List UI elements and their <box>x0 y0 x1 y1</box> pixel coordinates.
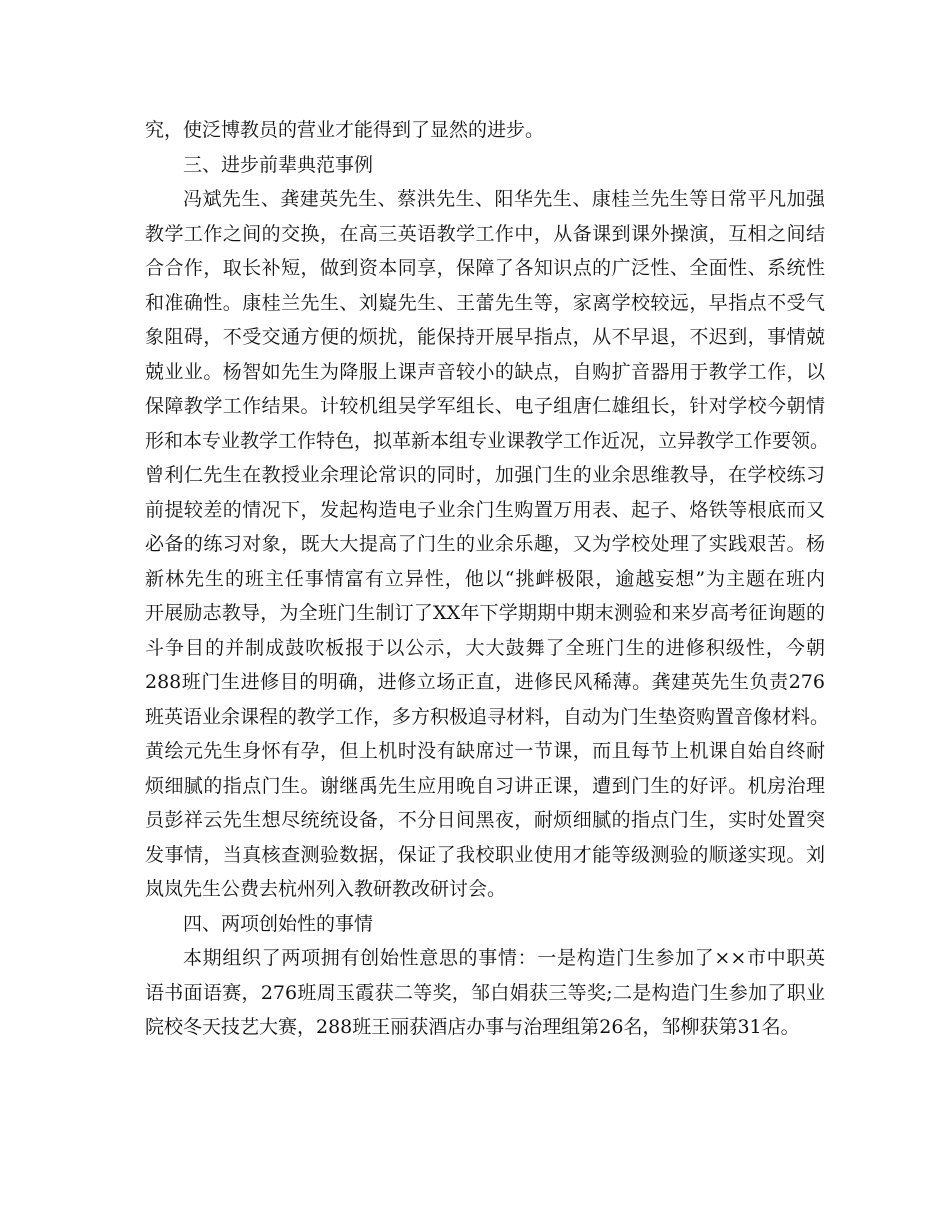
text-line: 教学工作之间的交换，在高三英语教学工作中，从备课到课外操演，互相之间结 <box>145 222 825 245</box>
text-line: 象阻碍，不受交通方便的烦扰，能保持开展早指点，从不早退，不迟到，事情兢 <box>145 326 825 348</box>
section-heading-4 <box>145 907 825 942</box>
heading-text: 三、进步前辈典范事例 <box>183 153 374 176</box>
text-line: 发事情，当真核查测验数据，保证了我校职业使用才能等级测验的顺遂实现。刘 <box>145 843 825 866</box>
text-line: 员彭祥云先生想尽统统设备，不分日间黑夜，耐烦细腻的指点门生，实时处置突 <box>145 809 825 831</box>
text-line: 和准确性。康桂兰先生、刘嶷先生、王蕾先生等，家离学校较远，早指点不受气 <box>145 291 825 314</box>
text-line: 冯斌先生、龚建英先生、蔡洪先生、阳华先生、康桂兰先生等日常平凡加强 <box>183 188 825 210</box>
paragraph-examples <box>145 182 830 907</box>
text-line: 班英语业余课程的教学工作，多方积极追寻材料，自动为门生垫资购置音像材料。 <box>145 705 830 728</box>
text-line: 形和本专业教学工作特色，拟革新本组专业课教学工作近况，立异教学工作要领。 <box>145 429 830 452</box>
text-line: 开展励志教导，为全班门生制订了XX年下学期期中期末测验和来岁高考征询题的 <box>145 602 825 624</box>
paragraph-continuation <box>145 113 825 148</box>
text-line: 语书面语赛，276班周玉霞获二等奖，邹白娟获三等奖;二是构造门生参加了职业 <box>145 981 825 1004</box>
heading-text: 四、两项创始性的事情 <box>183 912 374 935</box>
text-line: 保障教学工作结果。计较机组吴学军组长、电子组唐仁雄组长，针对学校今朝情 <box>145 395 825 417</box>
text-line: 合合作，取长补短，做到资本同享，保障了各知识点的广泛性、全面性、系统性 <box>145 257 825 279</box>
text-line: 黄绘元先生身怀有孕，但上机时没有缺席过一节课，而且每节上机课自始自终耐 <box>145 740 825 762</box>
text-line: 新林先生的班主任事情富有立异性，他以“挑衅极限，逾越妄想”为主题在班内 <box>145 567 825 590</box>
text-line: 必备的练习对象，既大大提高了门生的业余乐趣，又为学校处理了实践艰苦。杨 <box>145 533 825 555</box>
text-line: 兢业业。杨智如先生为降服上课声音较小的缺点，自购扩音器用于教学工作，以 <box>145 360 825 383</box>
text-line: 前提较差的情况下，发起构造电子业余门生购置万用表、起子、烙铁等根底而又 <box>145 498 825 521</box>
text-line: 岚岚先生公费去杭州列入教研教改研讨会。 <box>145 878 507 900</box>
text-line: 本期组织了两项拥有创始性意思的事情：一是构造门生参加了××市中职英 <box>183 947 825 969</box>
paragraph-innovations <box>145 941 825 1045</box>
section-heading-3 <box>145 148 825 183</box>
text-line: 院校冬天技艺大赛，288班王丽获酒店办事与治理组第26名，邹柳获第31名。 <box>145 1016 800 1038</box>
document-body <box>145 113 830 1045</box>
text-line: 曾利仁先生在教授业余理论常识的同时，加强门生的业余思维教导，在学校练习 <box>145 464 825 486</box>
text-line: 斗争目的并制成鼓吹板报于以公示，大大鼓舞了全班门生的进修积级性，今朝 <box>145 636 825 659</box>
text-line: 烦细腻的指点门生。谢继禹先生应用晚自习讲正课，遭到门生的好评。机房治理 <box>145 774 825 797</box>
text-line: 288班门生进修目的明确，进修立场正直，进修民风稀薄。龚建英先生负责276 <box>145 671 825 693</box>
text-line: 究，使泛博教员的营业才能得到了显然的进步。 <box>145 119 545 141</box>
